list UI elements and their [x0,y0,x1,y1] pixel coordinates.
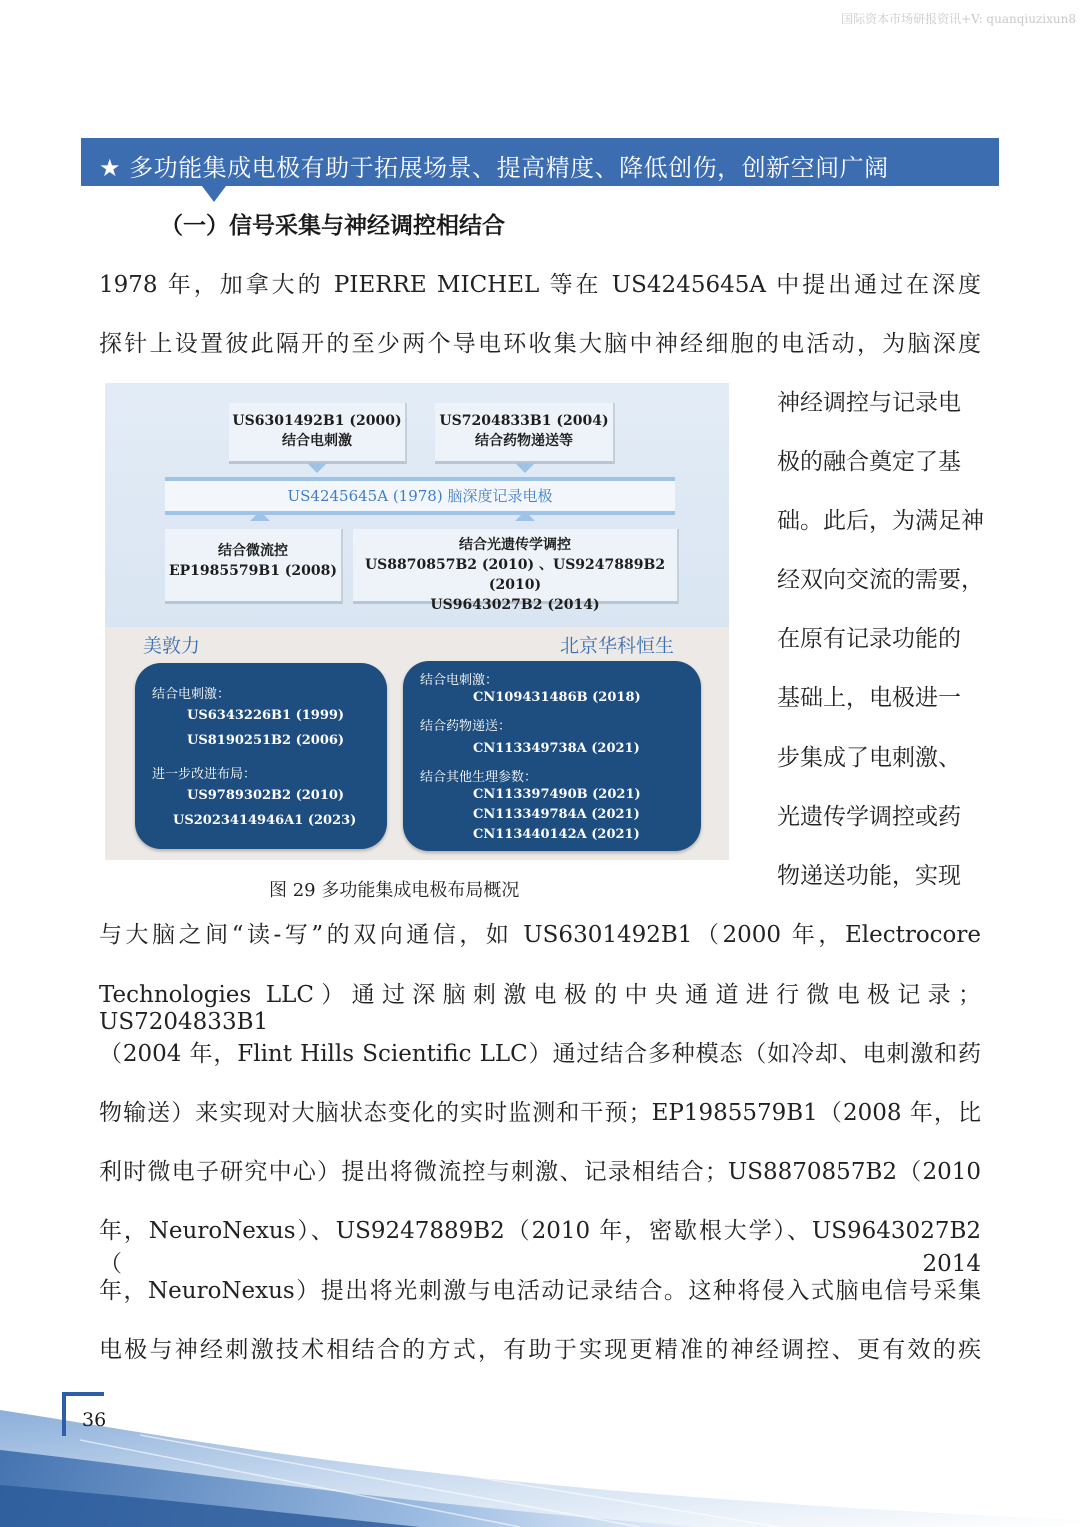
paragraph-line: 探针上设置彼此隔开的至少两个导电环收集大脑中神经细胞的电活动，为脑深度 [99,331,981,357]
figure-diagram [105,383,729,860]
box-heading: 结合电刺激： [152,687,231,702]
paragraph-line: 步集成了电刺激、 [777,745,961,771]
company-label-medtronic: 美敦力 [143,635,201,657]
box-heading: 结合药物递送： [420,719,512,734]
patent-number: US8190251B2 (2006) [187,733,345,748]
paragraph-line: 光遗传学调控或药 [777,804,961,830]
arrow-up-icon [515,511,535,521]
patent-card [353,529,679,613]
card-line: US8870857B2 (2010) 、US9247889B2 (2010) [364,557,666,593]
footer-wave-graphic [0,1380,1080,1527]
card-line: 结合药物递送等 [475,433,573,449]
patent-number: US9789302B2 (2010) [187,788,345,803]
patent-card [229,403,407,464]
patent-number: US6343226B1 (1999) [187,708,345,723]
figure-caption: 图 29 多功能集成电极布局概况 [269,880,520,901]
paragraph-line: 础。此后，为满足神 [777,508,984,534]
core-patent-band: US4245645A (1978) 脑深度记录电极 [165,477,675,515]
box-heading: 结合其他生理参数： [420,770,538,785]
medtronic-box [135,663,387,849]
paragraph-line: 年，NeuroNexus）提出将光刺激与电活动记录结合。这种将侵入式脑电信号采集 [99,1278,981,1304]
patent-number: CN113397490B (2021) [473,787,641,802]
paragraph-line: Technologies LLC）通过深脑刺激电极的中央通道进行微电极记录；US7204833B1 [99,982,981,1035]
watermark: 国际资本市场研报资讯+V: quanqiuzixun8 [841,12,1076,26]
paragraph-line: 年，NeuroNexus）、US9247889B2（2010 年，密歇根大学）、US9643027B2（2014 [99,1218,981,1277]
banner-title: ★ 多功能集成电极有助于拓展场景、提高精度、降低创伤，创新空间广阔 [99,154,889,182]
card-line: US7204833B1 (2004) [439,413,609,429]
arrow-up-icon [250,511,270,521]
card-line: US6301492B1 (2000) [232,413,402,429]
card-line: EP1985579B1 (2008) [168,563,338,579]
patent-number: CN113349784A (2021) [473,807,640,822]
card-line: US9643027B2 (2014) [430,597,600,613]
arrow-down-icon [515,463,535,473]
paragraph-line: 利时微电子研究中心）提出将微流控与刺激、记录相结合；US8870857B2（2010 [99,1159,981,1185]
paragraph-line: 物输送）来实现对大脑状态变化的实时监测和干预；EP1985579B1（2008 年，比 [99,1100,981,1126]
card-line: 结合微流控 [218,543,288,559]
paragraph-line: 极的融合奠定了基 [777,449,961,475]
section-banner [81,138,999,186]
card-line: 结合电刺激 [282,433,352,449]
paragraph-line: 与大脑之间“读-写”的双向通信，如 US6301492B1（2000 年，Electrocore [99,922,981,948]
subheading: （一）信号采集与神经调控相结合 [160,213,505,239]
footer-decoration [0,1380,1080,1527]
paragraph-line: 神经调控与记录电 [777,390,961,416]
patent-number: CN109431486B (2018) [473,690,641,705]
paragraph-line: 1978 年，加拿大的 PIERRE MICHEL 等在 US4245645A 中提出通过在深度 [99,272,981,298]
huake-box [403,661,701,851]
box-heading: 进一步改进布局： [152,767,257,782]
patent-number: US2023414946A1 (2023) [173,813,357,828]
paragraph-line: 基础上，电极进一 [777,685,961,711]
paragraph-line: 在原有记录功能的 [777,626,961,652]
patent-card [435,403,615,464]
box-heading: 结合电刺激： [420,673,499,688]
paragraph-line: 物递送功能，实现 [777,863,961,889]
company-label-huake: 北京华科恒生 [560,635,675,657]
paragraph-line: 电极与神经刺激技术相结合的方式，有助于实现更精准的神经调控、更有效的疾 [99,1337,981,1363]
card-line: 结合光遗传学调控 [459,537,571,553]
patent-number: CN113349738A (2021) [473,741,640,756]
paragraph-line: （2004 年，Flint Hills Scientific LLC）通过结合多种模态（如冷却、电刺激和药 [99,1041,981,1067]
page-number: 36 [82,1409,107,1431]
paragraph-line: 经双向交流的需要， [777,567,984,593]
patent-number: CN113440142A (2021) [473,827,640,842]
arrow-down-icon [307,463,327,473]
patent-card [165,529,343,604]
